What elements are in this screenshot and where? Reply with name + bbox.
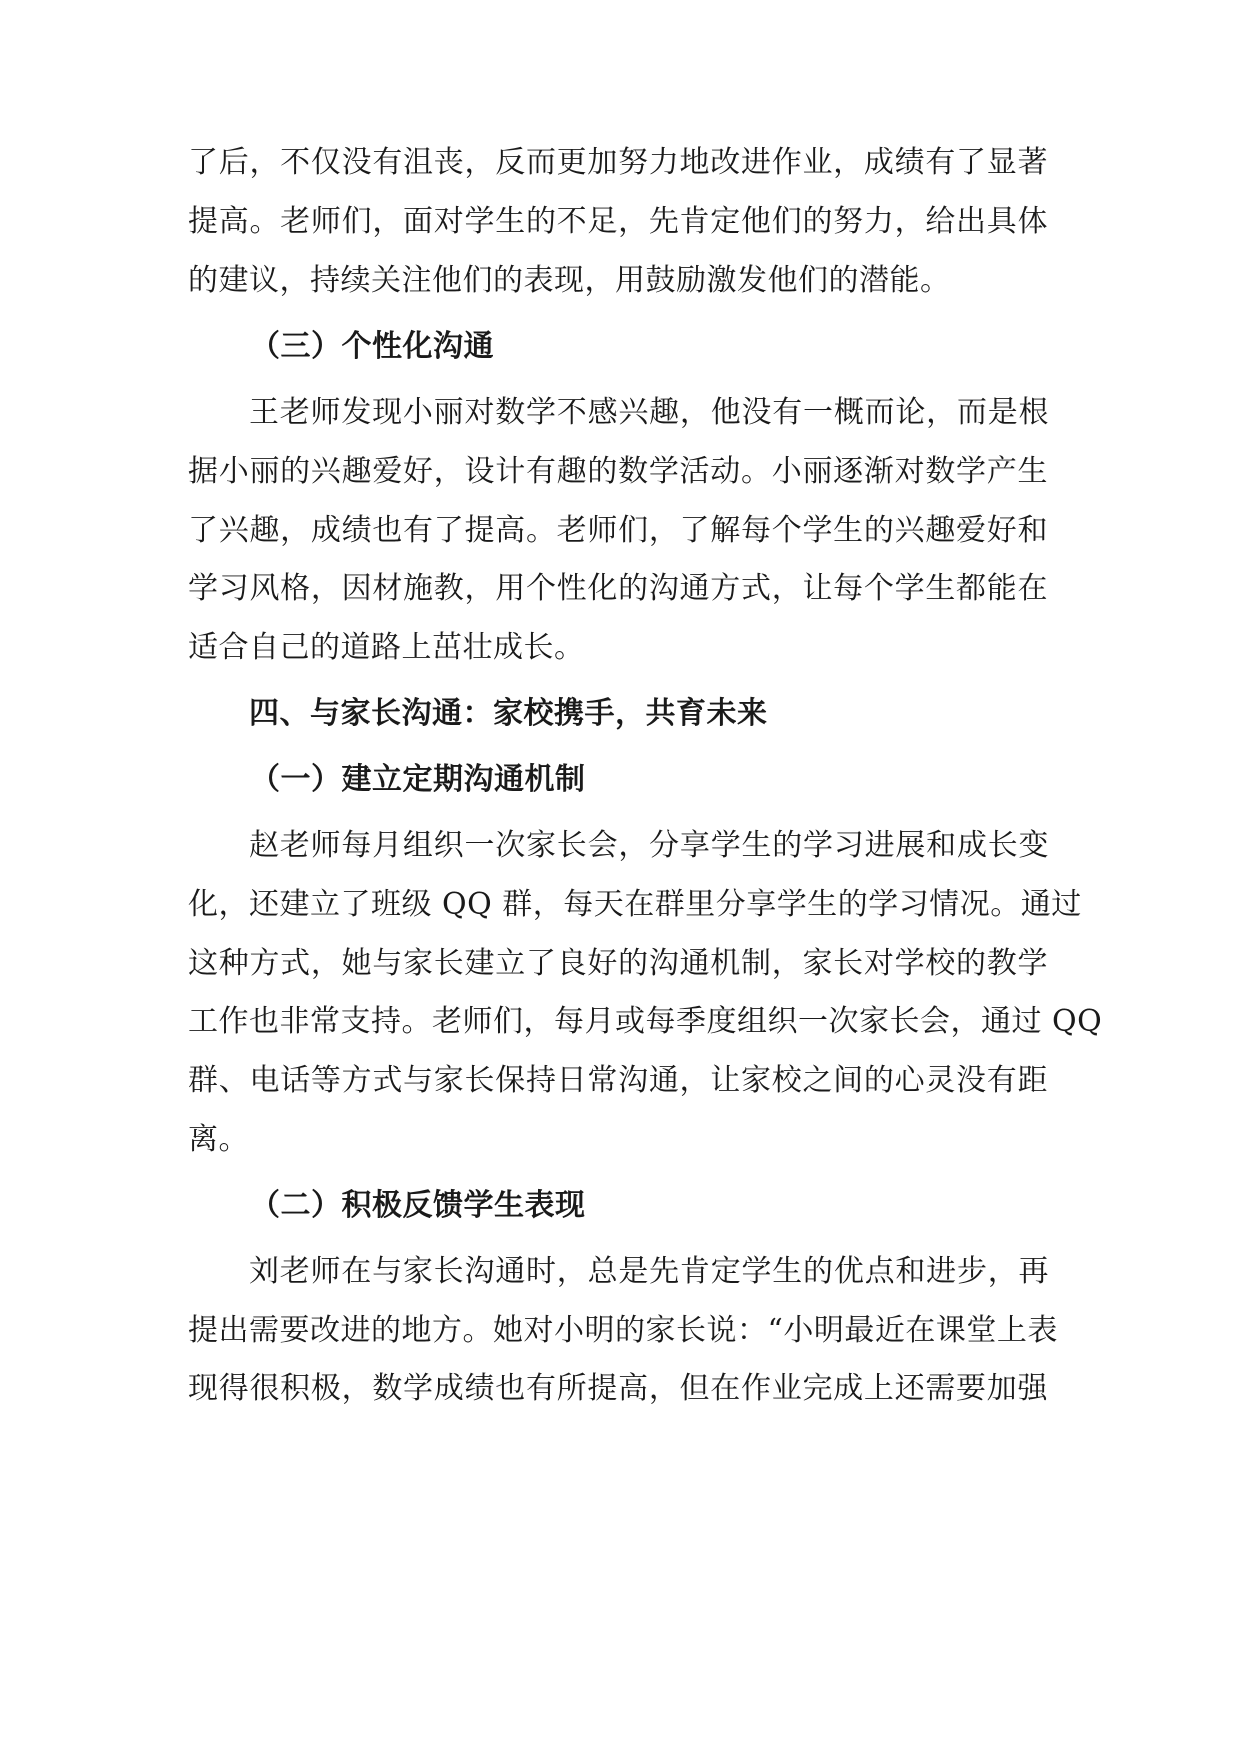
section-heading: （二）积极反馈学生表现 [250,1188,586,1223]
section-heading: （三）个性化沟通 [250,329,494,364]
paragraph-line: 王老师发现小丽对数学不感兴趣，他没有一概而论，而是根 [249,395,1049,430]
paragraph-line: 离。 [188,1122,249,1157]
paragraph-line: 据小丽的兴趣爱好，设计有趣的数学活动。小丽逐渐对数学产生 [188,454,1048,489]
paragraph-line: 现得很积极，数学成绩也有所提高，但在作业完成上还需要加强 [188,1371,1048,1406]
paragraph-line: 工作也非常支持。老师们，每月或每季度组织一次家长会，通过 QQ [188,1004,1103,1039]
paragraph-line: 化，还建立了班级 QQ 群，每天在群里分享学生的学习情况。通过 [188,887,1082,922]
paragraph-line: 了后，不仅没有沮丧，反而更加努力地改进作业，成绩有了显著 [188,145,1048,180]
paragraph-line: 学习风格，因材施教，用个性化的沟通方式，让每个学生都能在 [188,571,1048,606]
paragraph-line: 的建议，持续关注他们的表现，用鼓励激发他们的潜能。 [188,263,951,298]
paragraph-line: 这种方式，她与家长建立了良好的沟通机制，家长对学校的教学 [188,946,1048,981]
paragraph-line: 群、电话等方式与家长保持日常沟通，让家校之间的心灵没有距 [188,1063,1048,1098]
paragraph-line: 刘老师在与家长沟通时，总是先肯定学生的优点和进步，再 [249,1254,1049,1289]
paragraph-line: 适合自己的道路上茁壮成长。 [188,630,585,665]
paragraph-line: 提高。老师们，面对学生的不足，先肯定他们的努力，给出具体 [188,204,1048,239]
paragraph-line: 赵老师每月组织一次家长会，分享学生的学习进展和成长变 [249,828,1049,863]
section-heading: （一）建立定期沟通机制 [250,762,586,797]
paragraph-line: 了兴趣，成绩也有了提高。老师们，了解每个学生的兴趣爱好和 [188,513,1048,548]
chapter-heading: 四、与家长沟通：家校携手，共育未来 [249,696,768,731]
paragraph-line: 提出需要改进的地方。她对小明的家长说：“小明最近在课堂上表 [188,1313,1058,1348]
